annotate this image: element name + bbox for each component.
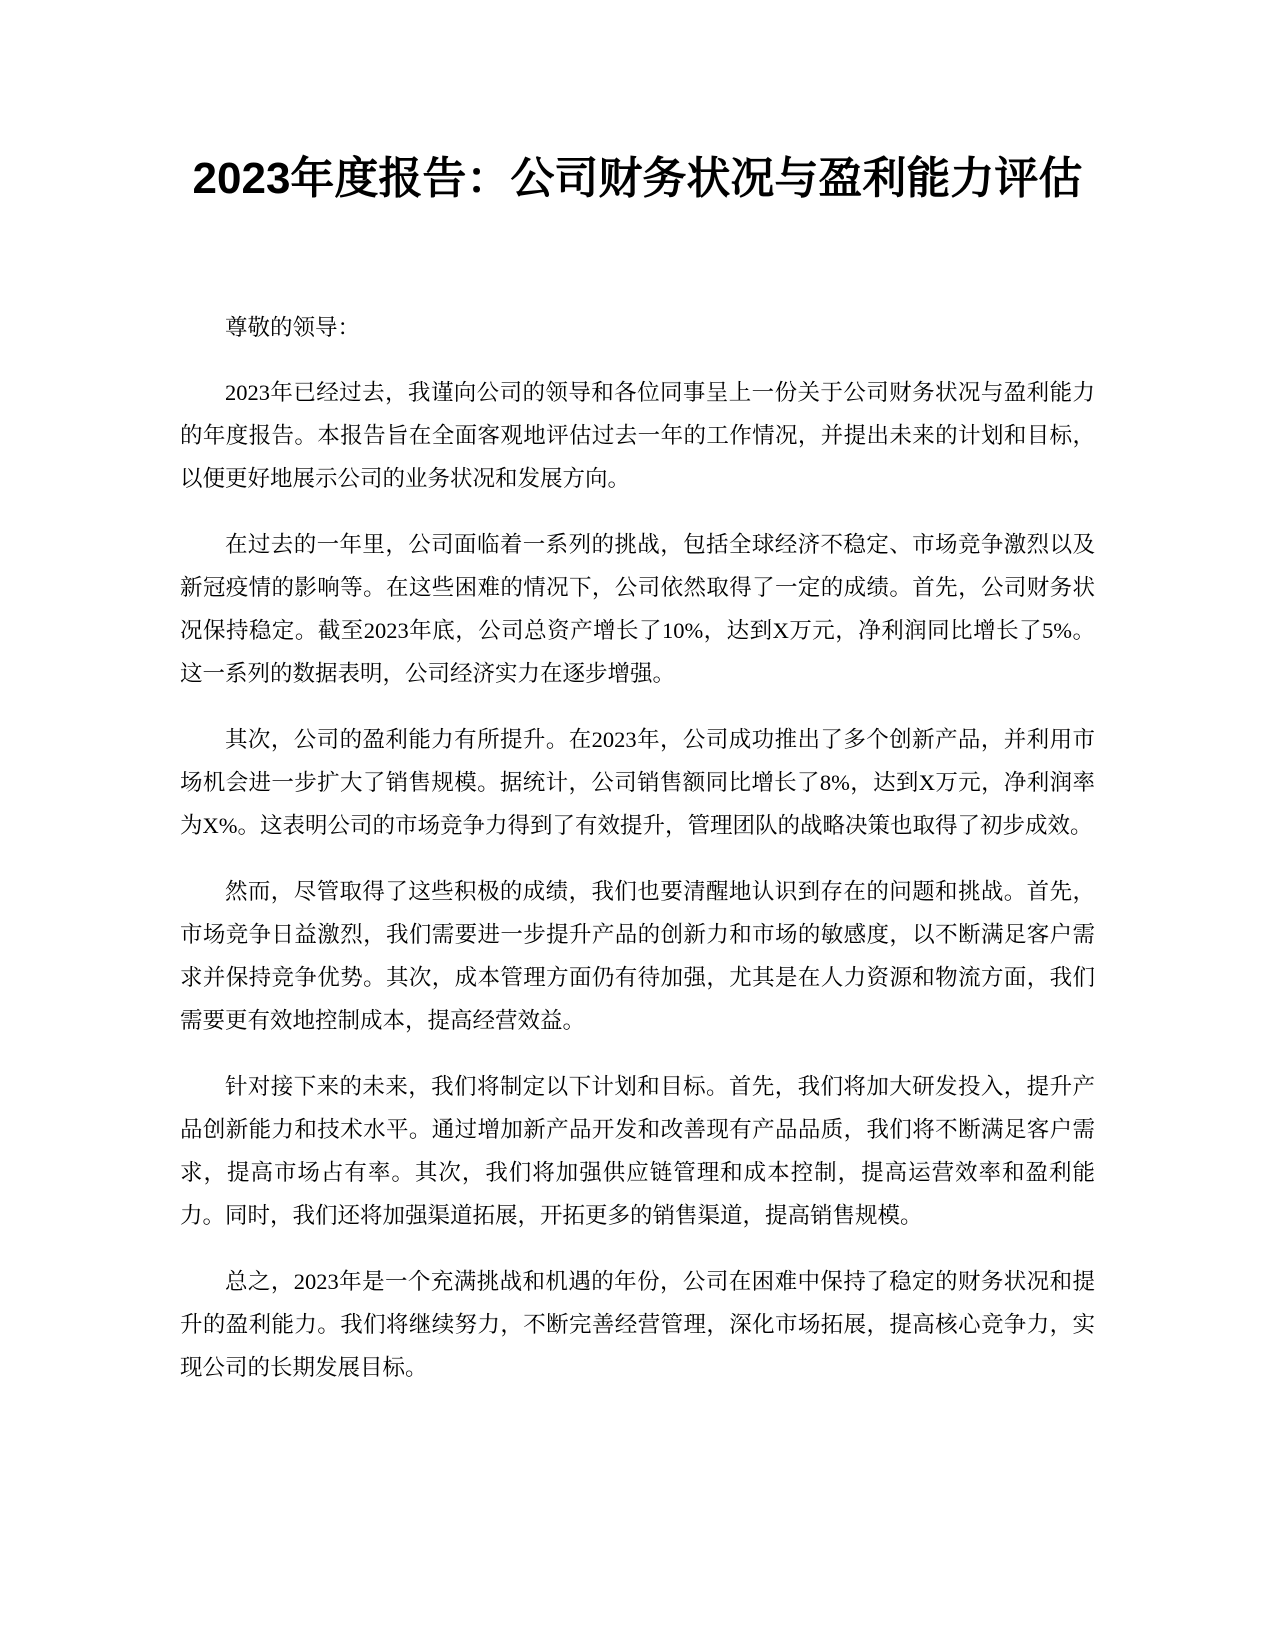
paragraph-intro: 2023年已经过去，我谨向公司的领导和各位同事呈上一份关于公司财务状况与盈利能力的年度报告。本报告旨在全面客观地评估过去一年的工作情况，并提出未来的计划和目标，以便更好地展示公司的业务状况和发展方向。: [180, 380, 1095, 491]
document-body: [180, 306, 1095, 1412]
salutation: 尊敬的领导：: [225, 315, 361, 340]
paragraph-profitability: 其次，公司的盈利能力有所提升。在2023年，公司成功推出了多个创新产品，并利用市场机会进一步扩大了销售规模。据统计，公司销售额同比增长了8%，达到X万元，净利润率为X%。这表明公司的市场竞争力得到了有效提升，管理团队的战略决策也取得了初步成效。: [180, 727, 1095, 838]
document-title: 2023年度报告：公司财务状况与盈利能力评估: [192, 154, 1083, 203]
paragraph-plans: 针对接下来的未来，我们将制定以下计划和目标。首先，我们将加大研发投入，提升产品创新能力和技术水平。通过增加新产品开发和改善现有产品品质，我们将不断满足客户需求，提高市场占有率。其次，我们将加强供应链管理和成本控制，提高运营效率和盈利能力。同时，我们还将加强渠道拓展，开拓更多的销售渠道，提高销售规模。: [180, 1074, 1095, 1228]
paragraph-problems: 然而，尽管取得了这些积极的成绩，我们也要清醒地认识到存在的问题和挑战。首先，市场竞争日益激烈，我们需要进一步提升产品的创新力和市场的敏感度，以不断满足客户需求并保持竞争优势。其次，成本管理方面仍有待加强，尤其是在人力资源和物流方面，我们需要更有效地控制成本，提高经营效益。: [180, 879, 1095, 1033]
paragraph-conclusion: 总之，2023年是一个充满挑战和机遇的年份，公司在困难中保持了稳定的财务状况和提升的盈利能力。我们将继续努力，不断完善经营管理，深化市场拓展，提高核心竞争力，实现公司的长期发展目标。: [180, 1269, 1095, 1380]
paragraph-challenges-results: 在过去的一年里，公司面临着一系列的挑战，包括全球经济不稳定、市场竞争激烈以及新冠疫情的影响等。在这些困难的情况下，公司依然取得了一定的成绩。首先，公司财务状况保持稳定。截至2023年底，公司总资产增长了10%，达到X万元，净利润同比增长了5%。这一系列的数据表明，公司经济实力在逐步增强。: [180, 532, 1095, 686]
